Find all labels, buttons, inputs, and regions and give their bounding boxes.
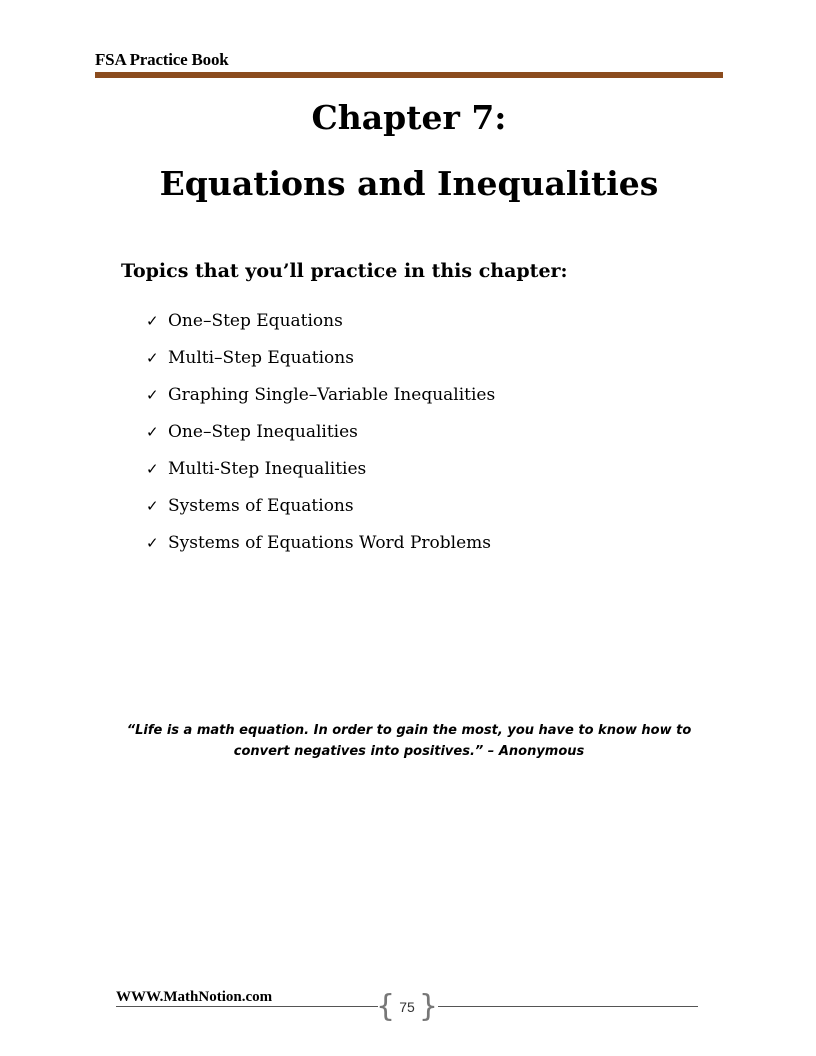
topics-list [146, 302, 495, 561]
topic-label: Multi–Step Equations [168, 347, 354, 368]
topic-label: Systems of Equations Word Problems [168, 532, 491, 553]
chapter-title: Chapter 7: [311, 98, 507, 137]
check-icon: ✓ [146, 311, 159, 330]
topics-heading: Topics that you’ll practice in this chapter: [121, 260, 568, 282]
topic-label: Graphing Single–Variable Inequalities [168, 384, 496, 405]
page-number: 75 [399, 999, 415, 1015]
check-icon: ✓ [146, 385, 159, 404]
footer-rule-left [116, 1006, 378, 1007]
quote [95, 720, 723, 762]
quote-line: “Life is a math equation. In order to gain the most, you have to know how to [126, 723, 692, 738]
topic-label: One–Step Equations [168, 310, 343, 331]
list-item [146, 524, 495, 561]
topic-label: One–Step Inequalities [168, 421, 358, 442]
quote-line: convert negatives into positives.” – Anonymous [233, 744, 585, 759]
header-title: FSA Practice Book [95, 50, 229, 69]
topic-label: Multi-Step Inequalities [168, 458, 367, 479]
page-number-box [376, 990, 438, 1024]
left-brace-icon: { [376, 989, 396, 1024]
check-icon: ✓ [146, 422, 159, 441]
topic-label: Systems of Equations [168, 495, 354, 516]
list-item [146, 302, 495, 339]
check-icon: ✓ [146, 496, 159, 515]
footer-rule-right [438, 1006, 698, 1007]
check-icon: ✓ [146, 459, 159, 478]
check-icon: ✓ [146, 533, 159, 552]
list-item [146, 376, 495, 413]
footer-url: WWW.MathNotion.com [116, 989, 273, 1005]
right-brace-icon: } [418, 989, 438, 1024]
list-item [146, 450, 495, 487]
list-item [146, 413, 495, 450]
check-icon: ✓ [146, 348, 159, 367]
list-item [146, 487, 495, 524]
list-item [146, 339, 495, 376]
chapter-subtitle: Equations and Inequalities [159, 164, 659, 203]
header-rule [95, 72, 723, 78]
